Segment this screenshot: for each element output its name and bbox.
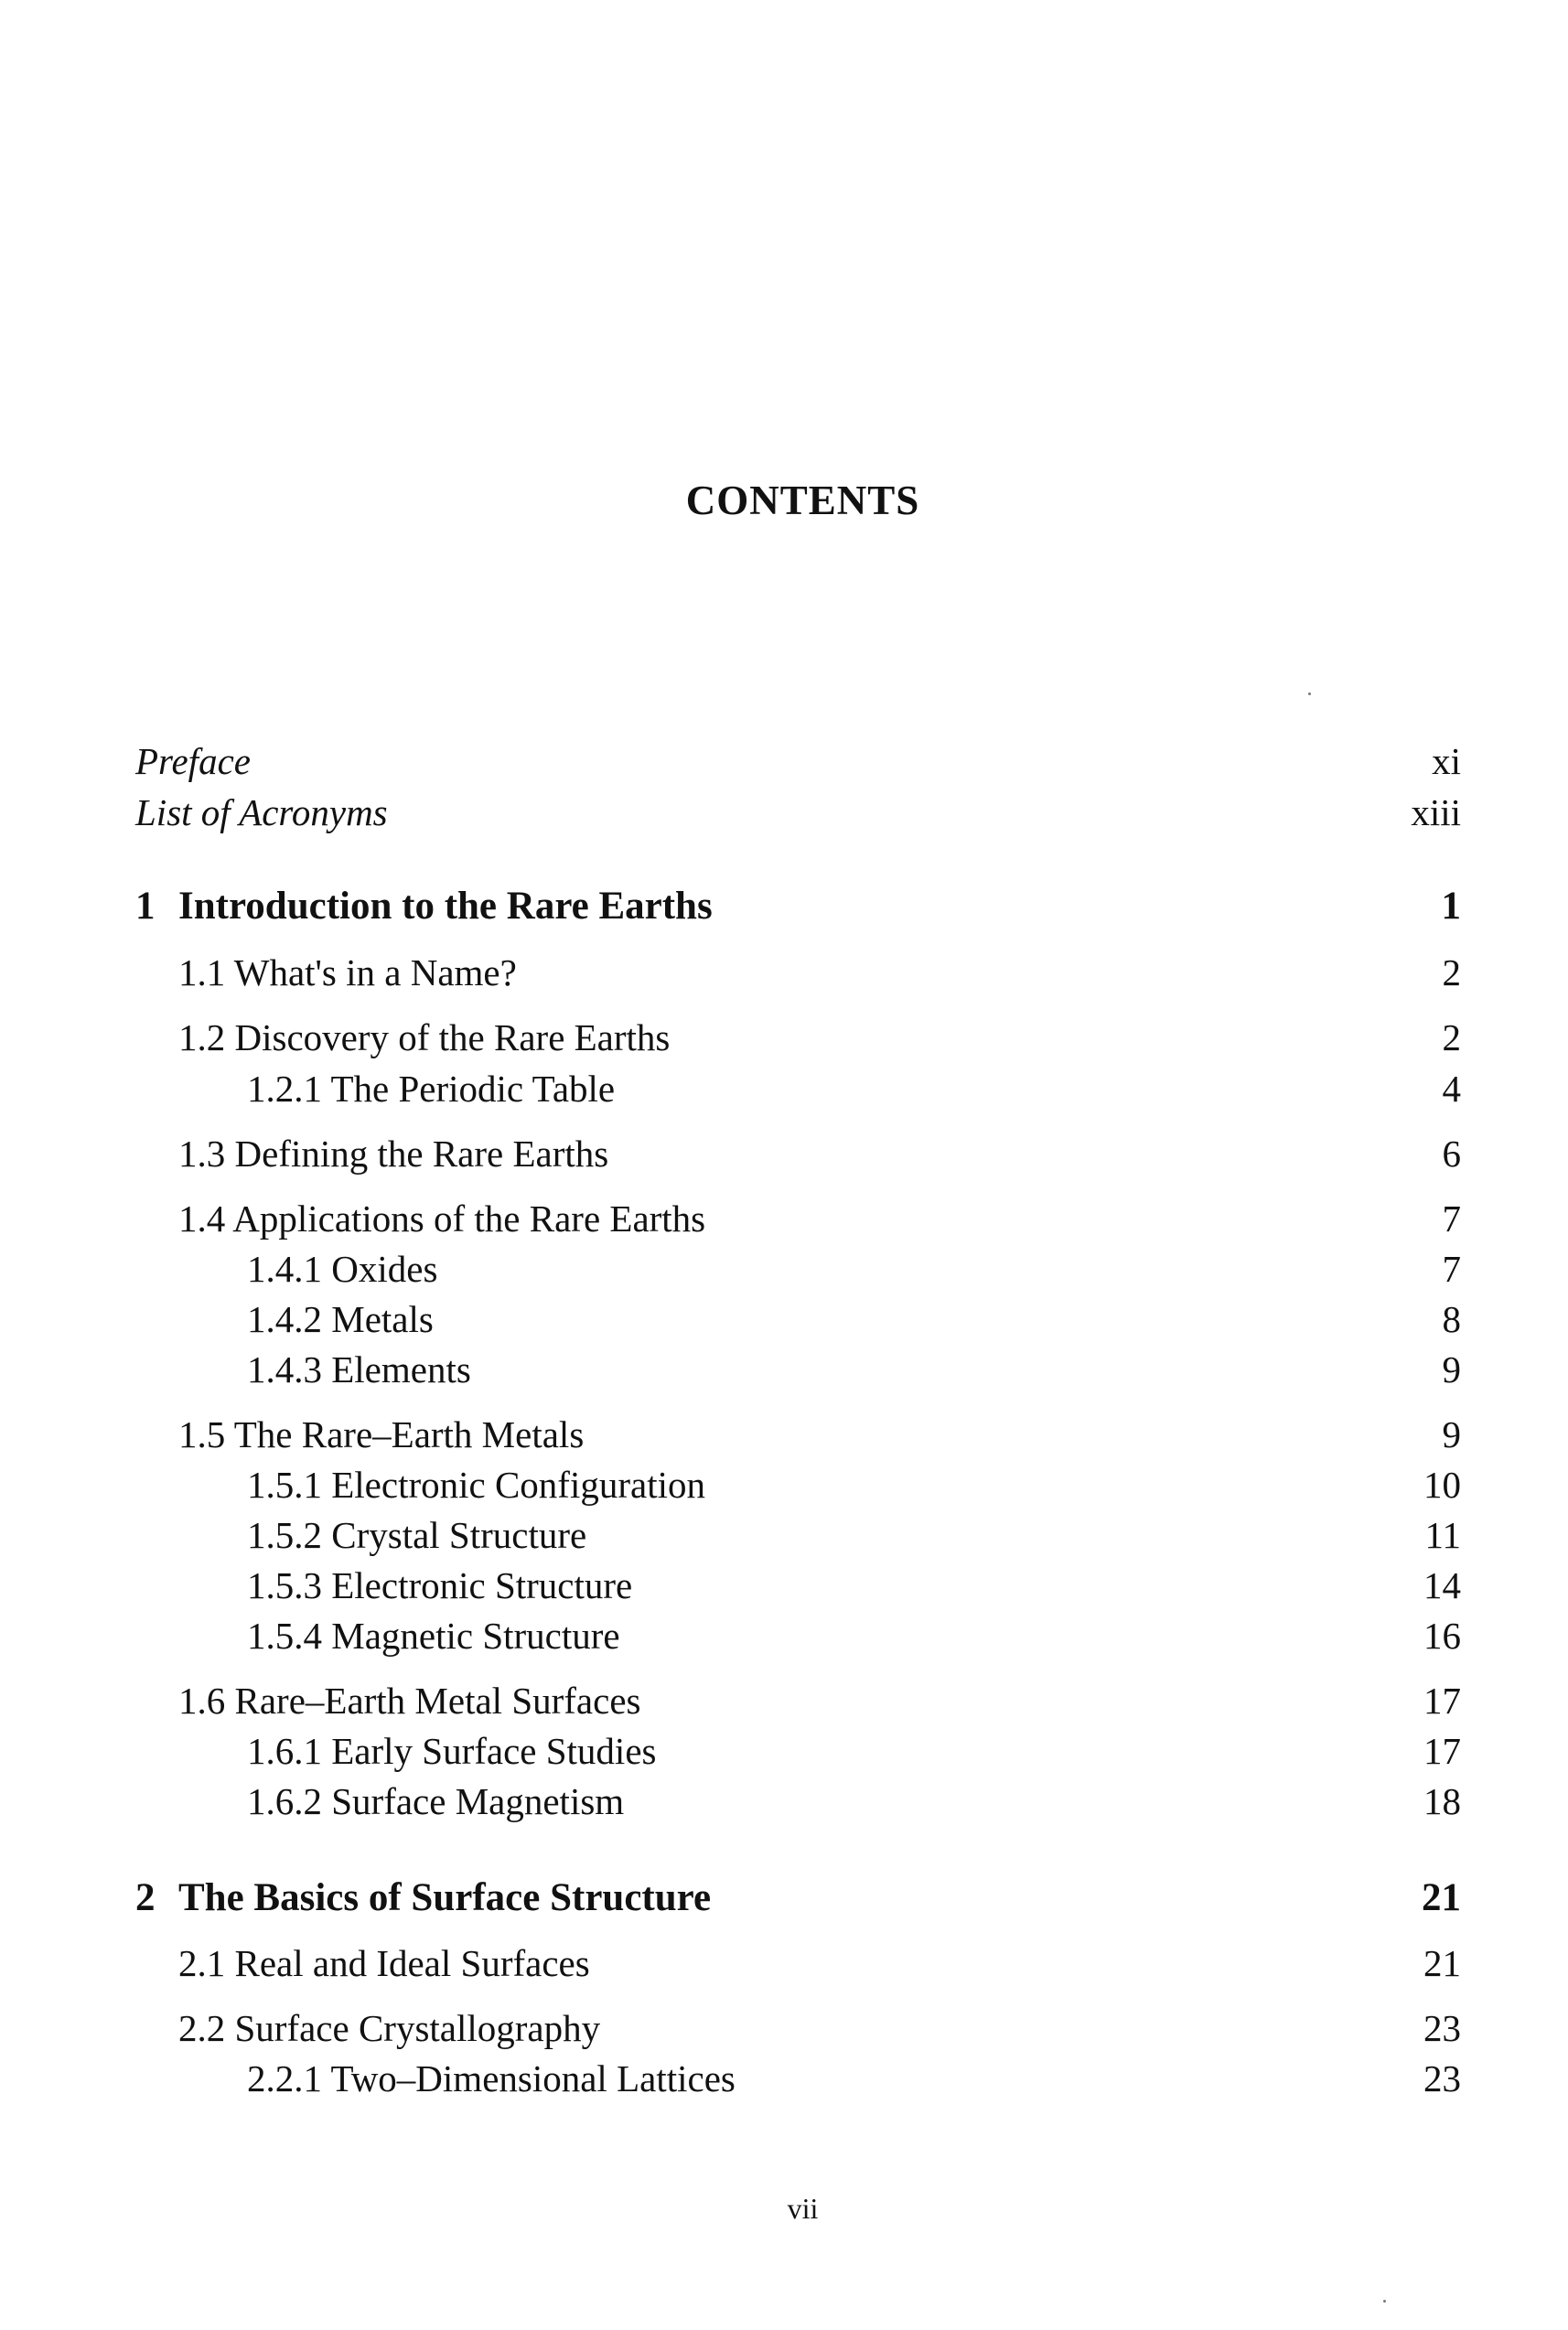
subsection-page: 14 (1423, 1564, 1461, 1606)
toc-subsection-1-4-2[interactable] (0, 1292, 1568, 1347)
section-label: 1.1 What's in a Name? (178, 951, 517, 993)
section-page: 6 (1442, 1133, 1461, 1175)
subsection-label: 1.4.3 Elements (247, 1348, 471, 1390)
toc-subsection-2-2-1[interactable] (0, 2051, 1568, 2106)
toc-entry-label: List of Acronyms (135, 791, 388, 833)
section-page: 9 (1442, 1413, 1461, 1455)
subsection-page: 9 (1442, 1348, 1461, 1390)
toc-section-1-3[interactable] (0, 1126, 1568, 1181)
chapter-title: The Basics of Surface Structure (178, 1876, 712, 1919)
toc-subsection-1-5-3[interactable] (0, 1558, 1568, 1613)
toc-subsection-1-6-2[interactable] (0, 1774, 1568, 1829)
subsection-label: 1.6.2 Surface Magnetism (247, 1780, 625, 1822)
toc-chapter-1[interactable] (0, 879, 1568, 934)
subsection-label: 1.6.1 Early Surface Studies (247, 1730, 657, 1772)
scan-speck (1383, 2300, 1386, 2303)
toc-subsection-1-4-3[interactable] (0, 1342, 1568, 1397)
toc-subsection-1-4-1[interactable] (0, 1241, 1568, 1296)
section-page: 21 (1423, 1942, 1461, 1984)
section-label: 1.4 Applications of the Rare Earths (178, 1197, 706, 1240)
subsection-page: 8 (1442, 1298, 1461, 1340)
subsection-page: 18 (1423, 1780, 1461, 1822)
subsection-page: 7 (1442, 1248, 1461, 1290)
toc-section-2-1[interactable] (0, 1936, 1568, 1991)
scan-speck (1308, 693, 1311, 695)
toc-section-1-5[interactable] (0, 1407, 1568, 1462)
toc-subsection-1-5-2[interactable] (0, 1508, 1568, 1562)
subsection-page: 11 (1424, 1514, 1461, 1556)
subsection-page: 17 (1423, 1730, 1461, 1772)
toc-entry-preface[interactable] (0, 734, 1568, 789)
chapter-number: 1 (135, 885, 156, 928)
subsection-label: 1.5.3 Electronic Structure (247, 1564, 633, 1606)
toc-entry-label: Preface (135, 740, 251, 782)
toc-subsection-1-5-1[interactable] (0, 1457, 1568, 1512)
section-label: 2.2 Surface Crystallography (178, 2007, 601, 2049)
chapter-number: 2 (135, 1876, 156, 1919)
page-title: CONTENTS (685, 478, 920, 523)
toc-chapter-2[interactable] (0, 1871, 1568, 1926)
section-page: 23 (1423, 2007, 1461, 2049)
subsection-label: 1.4.1 Oxides (247, 1248, 438, 1290)
toc-subsection-1-5-4[interactable] (0, 1608, 1568, 1663)
toc-entry-page: xi (1432, 740, 1461, 782)
subsection-label: 1.5.4 Magnetic Structure (247, 1615, 620, 1657)
subsection-page: 16 (1423, 1615, 1461, 1657)
chapter-page: 21 (1422, 1876, 1461, 1919)
section-page: 7 (1442, 1197, 1461, 1240)
subsection-label: 1.2.1 The Periodic Table (247, 1068, 616, 1110)
section-label: 1.3 Defining the Rare Earths (178, 1133, 609, 1175)
toc-section-1-4[interactable] (0, 1191, 1568, 1246)
subsection-page: 23 (1423, 2057, 1461, 2099)
subsection-page: 4 (1442, 1068, 1461, 1110)
subsection-label: 1.4.2 Metals (247, 1298, 434, 1340)
toc-subsection-1-6-1[interactable] (0, 1723, 1568, 1778)
section-label: 1.2 Discovery of the Rare Earths (178, 1016, 671, 1058)
subsection-label: 2.2.1 Two–Dimensional Lattices (247, 2057, 736, 2099)
section-page: 17 (1423, 1680, 1461, 1722)
subsection-page: 10 (1423, 1464, 1461, 1506)
section-page: 2 (1442, 1016, 1461, 1058)
section-page: 2 (1442, 951, 1461, 993)
toc-section-2-2[interactable] (0, 2001, 1568, 2056)
section-label: 2.1 Real and Ideal Surfaces (178, 1942, 590, 1984)
subsection-label: 1.5.1 Electronic Configuration (247, 1464, 705, 1506)
section-label: 1.6 Rare–Earth Metal Surfaces (178, 1680, 641, 1722)
toc-section-1-6[interactable] (0, 1673, 1568, 1728)
page-number: vii (787, 2192, 819, 2225)
toc-entry-page: xiii (1411, 791, 1461, 833)
subsection-label: 1.5.2 Crystal Structure (247, 1514, 587, 1556)
toc-section-1-1[interactable] (0, 945, 1568, 1000)
toc-subsection-1-2-1[interactable] (0, 1061, 1568, 1116)
section-label: 1.5 The Rare–Earth Metals (178, 1413, 585, 1455)
toc-section-1-2[interactable] (0, 1010, 1568, 1065)
toc-entry-list-of-acronyms[interactable] (0, 785, 1568, 840)
chapter-page: 1 (1441, 885, 1461, 928)
chapter-title: Introduction to the Rare Earths (178, 885, 713, 928)
